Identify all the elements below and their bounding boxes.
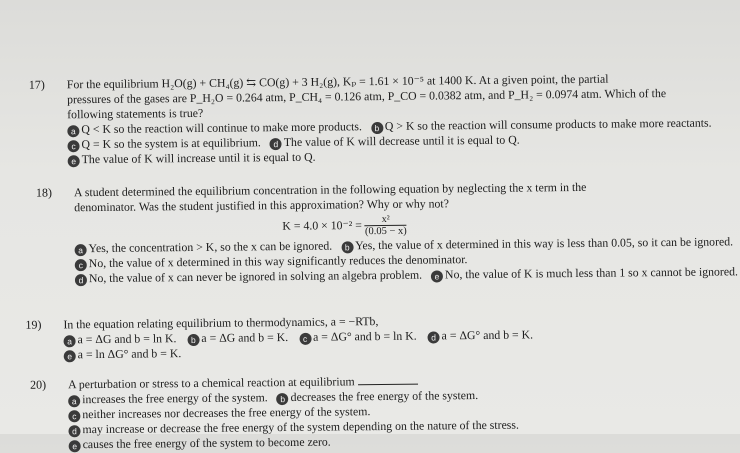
option-letter-d-icon: d: [68, 425, 80, 437]
equation-numerator: x²: [365, 214, 407, 226]
option-text: decreases the free energy of the system.: [290, 388, 479, 404]
option-a[interactable]: [75, 239, 333, 256]
option-letter-b-icon: b: [371, 122, 383, 134]
question-text: In the equation relating equilibrium to thermodynamics, a = −RTb,: [63, 314, 379, 332]
option-letter-e-icon: e: [69, 440, 81, 452]
option-text: a = ΔG and b = ln K.: [77, 331, 177, 347]
question-text: A student determined the equilibrium concentration in the following equation by neglecting the x term in the: [73, 179, 587, 200]
option-letter-a-icon: a: [64, 335, 76, 347]
option-text: neither increases nor decreases the free energy of the system.: [82, 404, 371, 422]
option-text: increases the free energy of the system.: [82, 390, 268, 407]
option-text: No, the value of K is much less than 1 so x cannot be ignored.: [444, 264, 738, 282]
question-text: For the equilibrium H₂O(g) + CH₄(g) ⇆ CO(g) + 3 H₂(g), Kₚ = 1.61 × 10⁻⁵ at 1400 K. At a given point, the partial: [66, 71, 609, 92]
question-18: [35, 179, 738, 286]
option-letter-a-icon: a: [75, 244, 87, 256]
question-text: following statements is true?: [67, 105, 204, 122]
question-20: [29, 371, 699, 453]
option-letter-d-icon: d: [428, 331, 440, 343]
option-letter-a-icon: a: [68, 395, 80, 407]
question-19: [25, 311, 693, 363]
question-number: 20): [29, 377, 47, 392]
option-text: The value of K will increase until it is equal to Q.: [81, 149, 316, 167]
option-letter-e-icon: e: [431, 270, 443, 282]
option-text: may increase or decrease the free energy of the system depending on the nature of the stress.: [82, 417, 519, 437]
question-17: [28, 71, 712, 168]
option-text: No, the value of x can never be ignored in solving an algebra problem.: [88, 267, 423, 286]
option-text: a = ΔG° and b = ln K.: [313, 328, 417, 344]
option-d[interactable]: [428, 327, 534, 342]
answer-blank[interactable]: [358, 374, 418, 386]
option-e[interactable]: [68, 150, 316, 167]
option-e[interactable]: [69, 435, 331, 452]
option-b[interactable]: [187, 330, 288, 345]
option-text: a = ΔG and b = K.: [201, 330, 289, 345]
option-b[interactable]: [371, 116, 712, 134]
equation-fraction: [365, 214, 407, 238]
option-text: Q > K so the reaction will consume products to make more reactants.: [384, 115, 712, 133]
option-text: The value of K will decrease until it is equal to Q.: [283, 132, 520, 150]
option-d[interactable]: [75, 268, 422, 286]
option-text: a = ln ΔG° and b = K.: [77, 346, 182, 362]
option-letter-c-icon: c: [68, 410, 80, 422]
option-letter-e-icon: e: [68, 155, 80, 167]
equation-denominator: (0.05 − x): [364, 225, 407, 238]
equation-lhs: K = 4.0 × 10⁻² =: [282, 217, 362, 233]
option-letter-c-icon: c: [75, 259, 87, 271]
option-a[interactable]: [68, 390, 268, 406]
option-text: Q = K so the system is at equilibrium.: [81, 135, 261, 152]
question-number: 19): [25, 317, 42, 332]
option-letter-c-icon: c: [67, 140, 79, 152]
option-a[interactable]: [63, 331, 176, 346]
option-c[interactable]: [67, 135, 260, 151]
option-letter-c-icon: c: [299, 333, 311, 345]
option-text: Q < K so the reaction will continue to make more products.: [81, 119, 362, 137]
question-number: 18): [35, 185, 53, 200]
option-d[interactable]: [270, 133, 520, 150]
question-text: denominator. Was the student justified in this approximation? Why or why not?: [74, 196, 449, 215]
option-text: No, the value of x determined in this way significantly reduces the denominator.: [88, 252, 468, 271]
option-text: Yes, the value of x determined in this way is less than 0.05, so it can be ignored.: [355, 234, 734, 253]
question-number: 17): [28, 77, 45, 92]
option-b[interactable]: [277, 388, 479, 404]
option-letter-d-icon: d: [75, 274, 87, 286]
option-text: a = ΔG° and b = K.: [441, 327, 534, 343]
option-letter-a-icon: a: [67, 125, 79, 137]
option-e[interactable]: [431, 264, 738, 281]
option-e[interactable]: [64, 346, 182, 361]
question-text: A perturbation or stress to a chemical reaction at equilibrium: [67, 374, 355, 392]
option-letter-d-icon: d: [270, 138, 282, 150]
option-text: Yes, the concentration > K, so the x can be ignored.: [88, 238, 333, 256]
option-b[interactable]: [341, 234, 733, 252]
option-c[interactable]: [299, 329, 417, 344]
option-text: causes the free energy of the system to become zero.: [82, 434, 331, 452]
option-letter-b-icon: b: [187, 334, 199, 346]
question-text: pressures of the gases are P_H₂O = 0.264 atm, P_CH₄ = 0.126 atm, P_CO = 0.0382 atm, and P_H₂ = 0.0974 atm. Which of the: [66, 86, 667, 107]
option-letter-e-icon: e: [64, 350, 76, 362]
option-letter-b-icon: b: [341, 241, 353, 253]
option-letter-b-icon: b: [277, 393, 289, 405]
